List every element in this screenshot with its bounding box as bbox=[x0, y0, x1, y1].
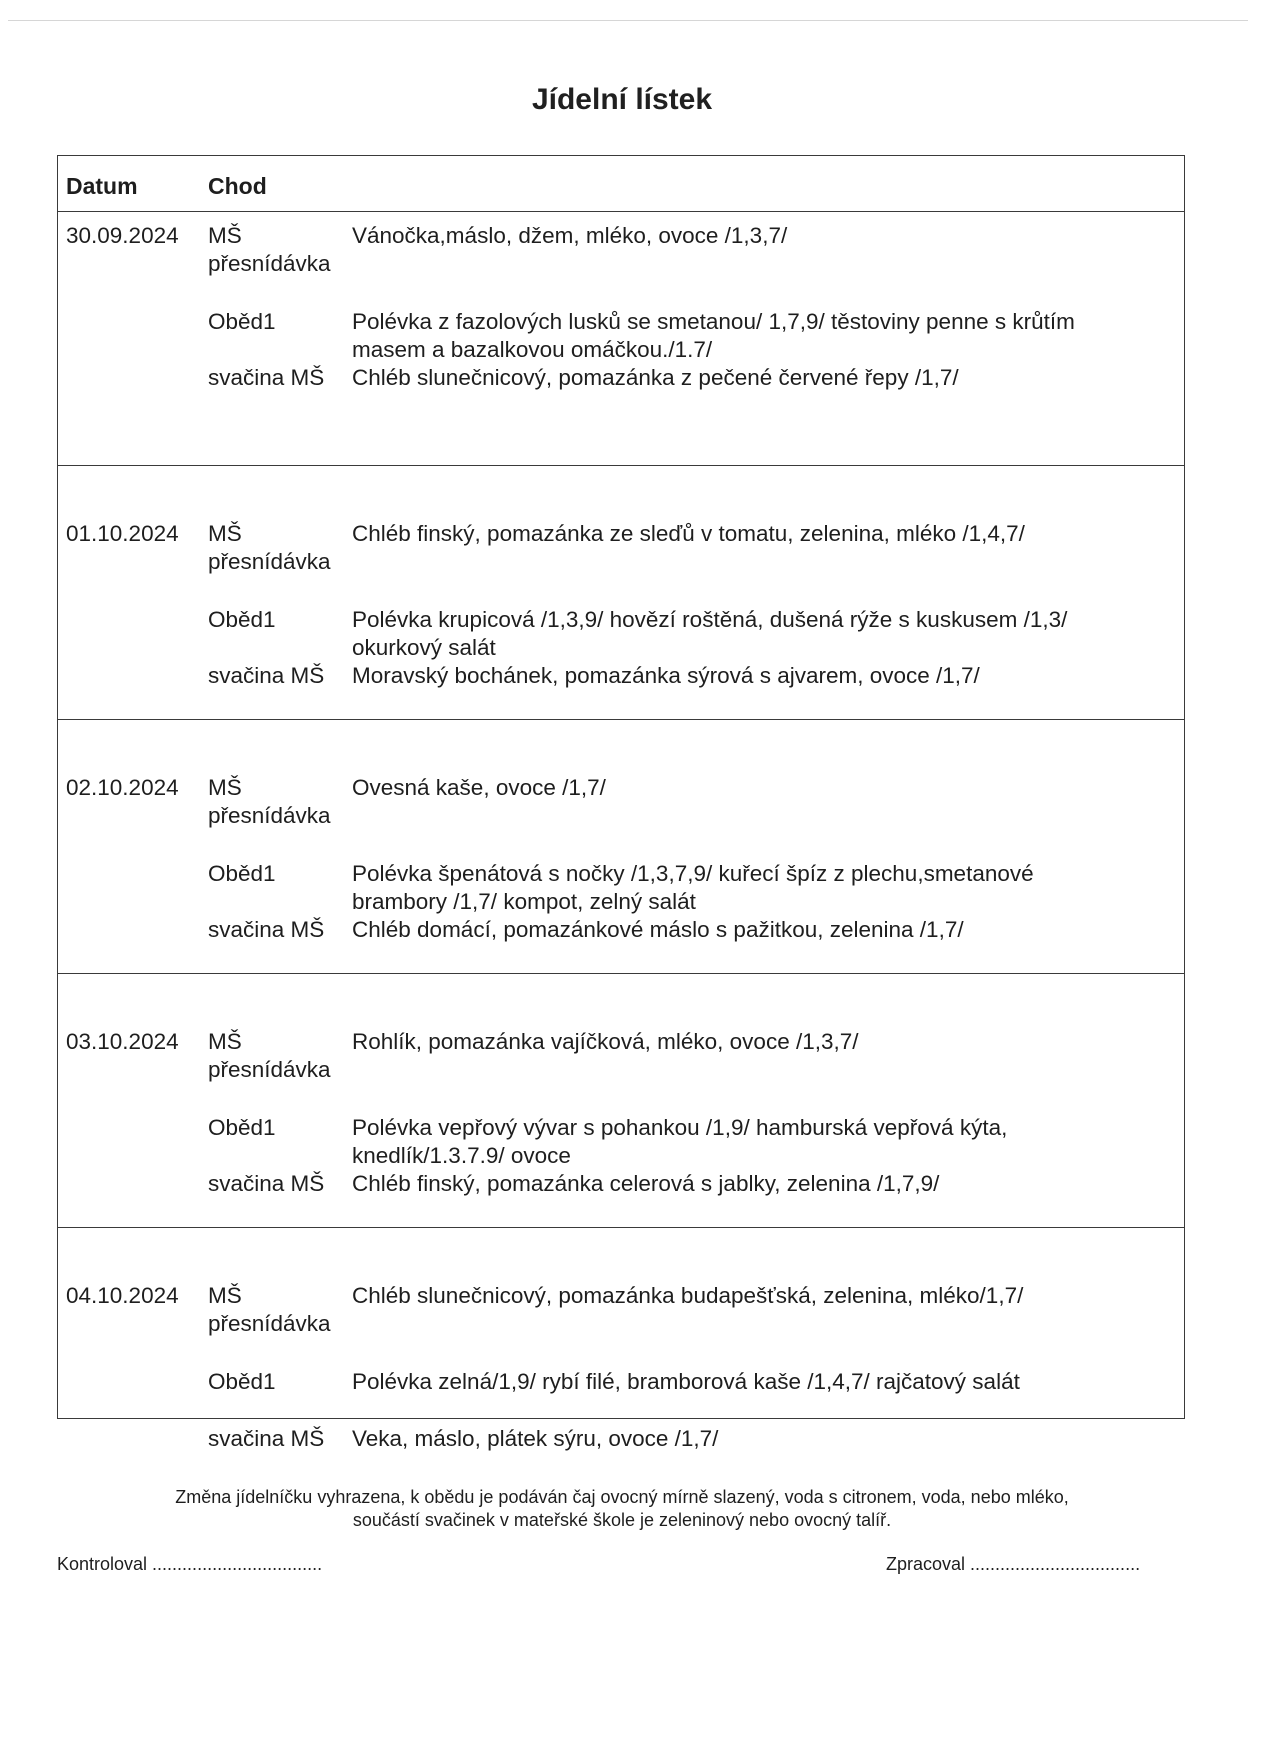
day-row bbox=[58, 1228, 1184, 1451]
footer-note-line1: Změna jídelníčku vyhrazena, k obědu je podáván čaj ovocný mírně slazený, voda s citronem, voda, nebo mléko, bbox=[175, 1487, 1069, 1507]
footer-note-line2: součástí svačinek v mateřské škole je zeleninový nebo ovocný talíř. bbox=[352, 1510, 892, 1530]
footer-note bbox=[0, 1486, 1244, 1532]
day-date: 30.09.2024 bbox=[66, 223, 179, 248]
snack-am-text: Chléb slunečnicový, pomazánka budapešťská, zelenina, mléko/1,7/ bbox=[352, 1283, 1024, 1308]
lunch-label: Oběd1 bbox=[208, 1115, 276, 1140]
lunch-text-line2: masem a bazalkovou omáčkou./1.7/ bbox=[352, 337, 713, 362]
snack-pm-label: svačina MŠ bbox=[208, 917, 325, 942]
snack-pm-label: svačina MŠ bbox=[208, 663, 325, 688]
lunch-label: Oběd1 bbox=[208, 1369, 276, 1394]
snack-pm-label: svačina MŠ bbox=[208, 1426, 325, 1451]
day-row bbox=[58, 720, 1184, 974]
day-row bbox=[58, 212, 1184, 466]
snack-am-label: MŠ bbox=[208, 775, 242, 800]
lunch-label: Oběd1 bbox=[208, 309, 276, 334]
prepared-by-signature-line: Zpracoval .................................. bbox=[886, 1554, 1141, 1574]
lunch-text-line1: Polévka krupicová /1,3,9/ hovězí roštěná, dušená rýže s kuskusem /1,3/ bbox=[352, 607, 1068, 632]
checked-by-signature-line: Kontroloval .................................. bbox=[57, 1554, 323, 1574]
snack-am-text: Chléb finský, pomazánka ze sleďů v tomatu, zelenina, mléko /1,4,7/ bbox=[352, 521, 1025, 546]
lunch-text-line1: Polévka z fazolových lusků se smetanou/ 1,7,9/ těstoviny penne s krůtím bbox=[352, 309, 1075, 334]
snack-am-label-2: přesnídávka bbox=[208, 803, 331, 828]
snack-pm-text: Chléb slunečnicový, pomazánka z pečené červené řepy /1,7/ bbox=[352, 365, 959, 390]
day-date: 01.10.2024 bbox=[66, 521, 179, 546]
snack-pm-text: Chléb domácí, pomazánkové máslo s pažitkou, zelenina /1,7/ bbox=[352, 917, 964, 942]
lunch-label: Oběd1 bbox=[208, 861, 276, 886]
snack-am-text: Rohlík, pomazánka vajíčková, mléko, ovoce /1,3,7/ bbox=[352, 1029, 859, 1054]
header-course: Chod bbox=[208, 173, 267, 199]
scan-top-rule bbox=[8, 20, 1248, 21]
header-date: Datum bbox=[66, 173, 138, 199]
snack-am-label-2: přesnídávka bbox=[208, 1311, 331, 1336]
lunch-text-line2: okurkový salát bbox=[352, 635, 496, 660]
snack-am-label-2: přesnídávka bbox=[208, 549, 331, 574]
snack-am-label: MŠ bbox=[208, 223, 242, 248]
snack-pm-text: Veka, máslo, plátek sýru, ovoce /1,7/ bbox=[352, 1426, 719, 1451]
lunch-text-line2: knedlík/1.3.7.9/ ovoce bbox=[352, 1143, 571, 1168]
table-header-row bbox=[58, 156, 1184, 212]
snack-am-label: MŠ bbox=[208, 1029, 242, 1054]
snack-am-text: Vánočka,máslo, džem, mléko, ovoce /1,3,7/ bbox=[352, 223, 788, 248]
lunch-text-line1: Polévka špenátová s nočky /1,3,7,9/ kuřecí špíz z plechu,smetanové bbox=[352, 861, 1034, 886]
page-title: Jídelní lístek bbox=[531, 83, 713, 116]
snack-am-text: Ovesná kaše, ovoce /1,7/ bbox=[352, 775, 606, 800]
lunch-text-line2: brambory /1,7/ kompot, zelný salát bbox=[352, 889, 696, 914]
snack-am-label-2: přesnídávka bbox=[208, 1057, 331, 1082]
snack-am-label: MŠ bbox=[208, 1283, 242, 1308]
menu-table bbox=[57, 155, 1185, 1451]
snack-am-label-2: přesnídávka bbox=[208, 251, 331, 276]
snack-pm-label: svačina MŠ bbox=[208, 365, 325, 390]
snack-pm-label: svačina MŠ bbox=[208, 1171, 325, 1196]
lunch-text-line1: Polévka zelná/1,9/ rybí filé, bramborová kaše /1,4,7/ rajčatový salát bbox=[352, 1369, 1020, 1394]
day-date: 02.10.2024 bbox=[66, 775, 179, 800]
day-row bbox=[58, 466, 1184, 720]
day-date: 03.10.2024 bbox=[66, 1029, 179, 1054]
snack-pm-text: Chléb finský, pomazánka celerová s jablky, zelenina /1,7,9/ bbox=[352, 1171, 940, 1196]
day-row bbox=[58, 974, 1184, 1228]
lunch-text-line1: Polévka vepřový vývar s pohankou /1,9/ hamburská vepřová kýta, bbox=[352, 1115, 1008, 1140]
snack-pm-text: Moravský bochánek, pomazánka sýrová s ajvarem, ovoce /1,7/ bbox=[352, 663, 980, 688]
lunch-label: Oběd1 bbox=[208, 607, 276, 632]
day-date: 04.10.2024 bbox=[66, 1283, 179, 1308]
snack-am-label: MŠ bbox=[208, 521, 242, 546]
